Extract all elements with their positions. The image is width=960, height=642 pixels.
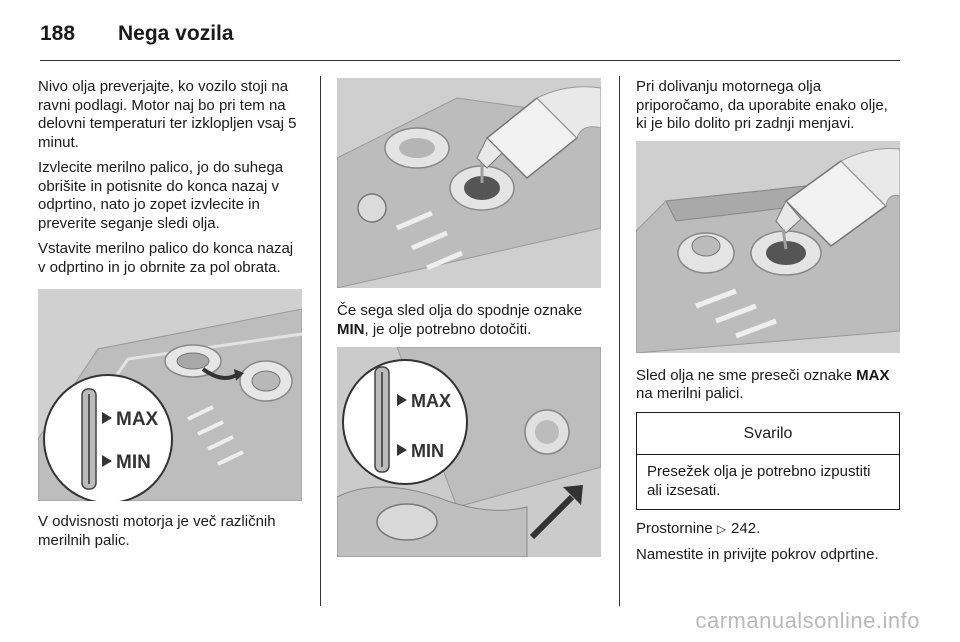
paragraph-oil-min [337,302,603,339]
figure-dipstick-engine-cover [38,289,302,501]
header-rule [40,60,900,61]
column-3 [636,78,902,571]
paragraph-oil-check-conditions: Nivo olja preverjajte, ko vozilo stoji na ravni podlagi. Motor naj bo pri tem na delovni temperaturi ter izklopljen vsaj 5 minut. [38,78,297,151]
column-divider-1 [320,76,321,606]
paragraph-fit-cap: Namestite in privijte pokrov odprtine. [636,545,879,563]
figure-label-min: MIN [116,452,151,473]
capacities-text: Prostornine [636,520,717,537]
paragraph-pull-dipstick: Izvlecite merilno palico, jo do suhega obrišite in potisnite do konca nazaj v odprtino, nato jo zopet izvlecite in preverite seganje sledi olja. [38,159,284,232]
figure2-label-min: MIN [411,441,444,461]
figure-pour-oil [337,78,601,288]
page-title: Nega vozila [118,22,234,45]
min-mark-label: MIN [337,320,365,338]
min-text-prefix: Če sega sled olja do spodnje oznake [337,302,583,319]
min-text-suffix: , je olje potrebno dotočiti. [364,320,532,338]
paragraph-dipstick-variants: V odvisnosti motorja je več različnih merilnih palic. [38,513,276,549]
max-text-prefix: Sled olja ne sme preseči oznake [636,366,857,384]
figure2-label-max: MAX [411,391,451,411]
max-text-suffix: na merilni palici. [636,385,744,402]
figure-refill-oil [636,141,900,353]
paragraph-same-oil: Pri dolivanju motornega olja priporočamo, da uporabite enako olje, ki je bilo dolito pri zadnji menjavi. [636,78,888,132]
page-header [40,14,234,54]
figure-dipstick-engine [337,347,601,557]
page-reference-icon: ▷ [716,522,727,536]
column-2 [337,78,603,557]
paragraph-capacities-ref [636,520,902,539]
warning-title: Svarilo [637,413,899,456]
watermark: carmanualsonline.info [695,608,920,633]
paragraph-insert-dipstick: Vstavite merilno palico do konca nazaj v odprtino in jo obrnite za pol obrata. [38,240,294,276]
figure-label-max: MAX [116,409,159,430]
warning-box [636,412,900,511]
capacities-page-link[interactable]: 242. [731,520,761,537]
page-number: 188 [40,22,76,45]
paragraph-oil-max [636,367,902,404]
max-mark-label: MAX [856,366,890,384]
column-divider-2 [619,76,620,606]
column-1 [38,78,304,557]
warning-body: Presežek olja je potrebno izpustiti ali izsesati. [647,463,871,499]
